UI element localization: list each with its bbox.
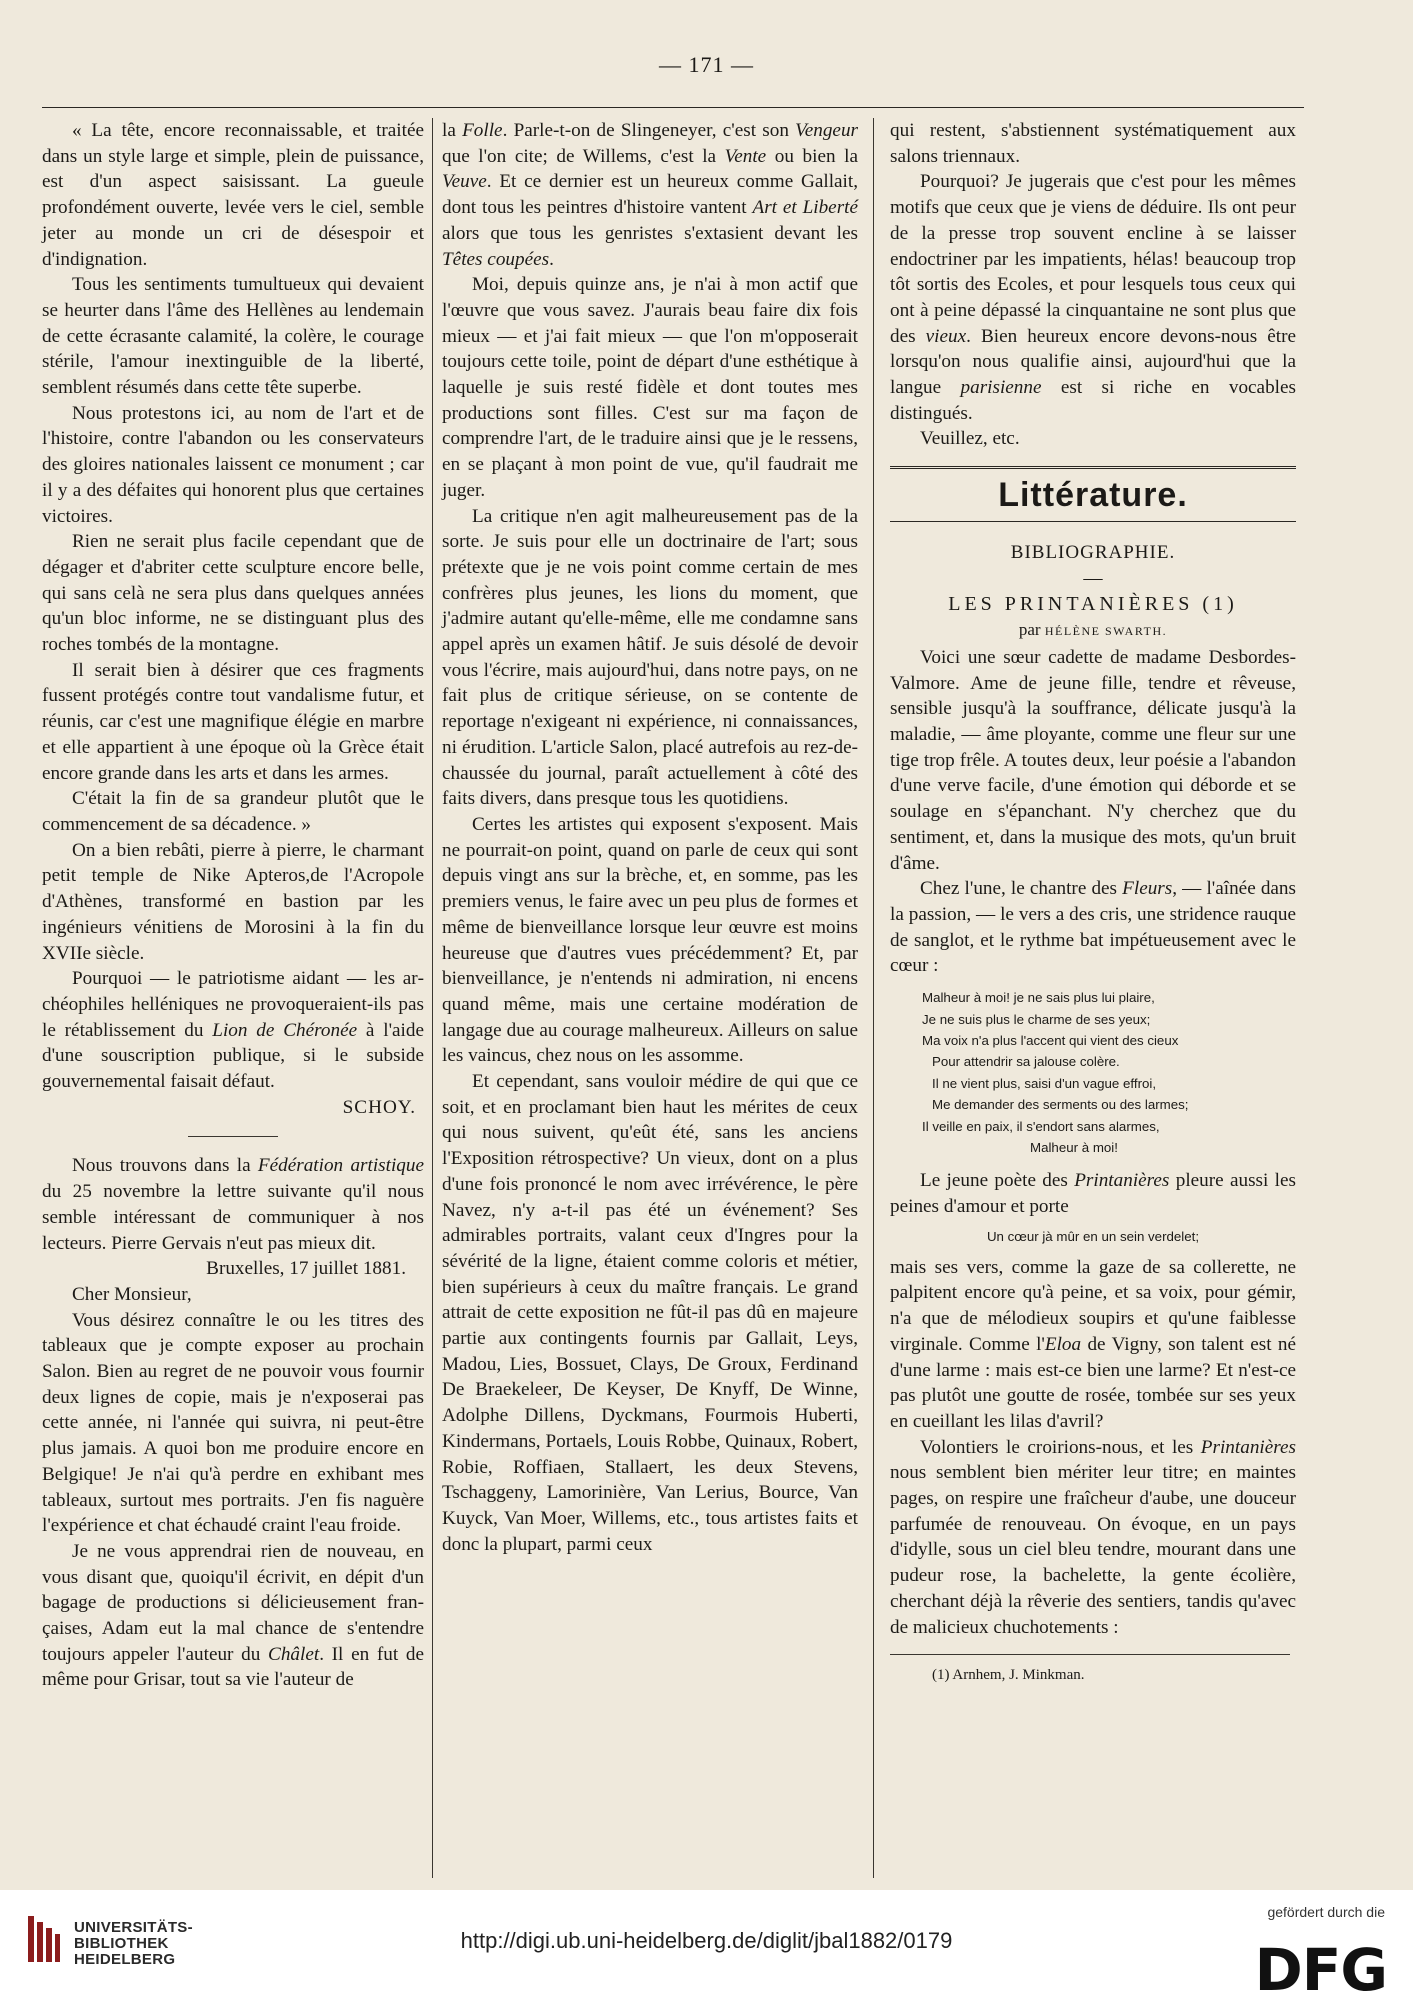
paragraph: Pourquoi — le patriotisme aidant — les archéophiles helléniques ne provoqueraient-ils pas le rétablissement du Lion de Chéronée à l'aide d'une souscription publique, si le subside gouvernemental faisait défaut. (42, 968, 424, 1093)
paragraph: qui restent, s'abstiennent systématiquement aux salons triennaux. (890, 120, 1296, 167)
letter-closing: Veuillez, etc. (920, 428, 1020, 450)
dash-separator: — (1083, 567, 1103, 589)
italic-title: Lion de Chéronée (212, 1019, 358, 1041)
paragraph: Certes les artistes qui exposent s'exposent. Mais ne pourrait-on point, quand on parle de ceux qui sont depuis vingt ans sur la brèche, et, en somme, pas les premiers venus, le faire avec un peu plus de formes et même de bienveillance lorsque leur œuvre est moins heureuse que d'autres vues précédemment? Et, par bienveillance, je n'entends ni admiration, ni encens quand même, mais une certaine modération de langage due au courage malheureux. Ailleurs on salue les vaincus, chez nous on les assomme. (442, 813, 858, 1067)
paragraph: Tous les sentiments tumultueux qui devaient se heurter dans l'âme des Hellènes au lendemain de cette écrasante calamité, la colère, le courage stérile, l'amour inextinguible de la liberté, semblent résumés dans cette tête superbe. (42, 274, 424, 399)
poem-quote (890, 987, 1296, 1158)
poem-line: Me demander des serments ou des larmes; (932, 1097, 1189, 1113)
section-title: Littérature. (998, 476, 1188, 515)
poem-line: Ma voix n'a plus l'accent qui vient des cieux (922, 1032, 1179, 1048)
paragraph: Pourquoi? Je jugerais que c'est pour les mêmes motifs que ceux que je viens de déduire. Ils ont peur de la presse trop souvent encline à se laisser endoctriner par les impatients, hélas! beaucoup trop tôt sortis des Ecoles, et pour lesquels tous ceux qui ont à peine dépassé la cinquantaine ne sont plus que des vieux. Bien heureux encore devons-nous être lorsqu'on nous qualifie ainsi, aujourd'hui que la langue parisienne est si riche en vocables distingués. (890, 171, 1297, 424)
poem-line: Il ne vient plus, saisi d'un vague effroi, (932, 1075, 1157, 1091)
page-number: — 171 — (659, 52, 754, 77)
poem-line: Malheur à moi! (1030, 1139, 1118, 1155)
paragraph: Moi, depuis quinze ans, je n'ai à mon actif que l'œuvre que vous savez. J'aurais beau faire dix fois mieux — et j'ai fait mieux — que l'on m'opposerait toujours cette toile, point de départ d'une esthétique à laquelle je suis resté fidèle et dont toutes mes productions sont filles. C'est sur ma façon de comprendre l'art, de le traduire ainsi que je le ressens, en se plaçant à mon point de vue, qu'il faudrait me juger. (442, 274, 858, 501)
section-rule-top (890, 466, 1296, 469)
paragraph: Et cependant, sans vouloir médire de qui que ce soit, et en proclamant bien haut les mérites de ceux qui nous suivent, qu'eût été, sans les anciens l'Exposition rétrospective? Un vieux, dont on a plus d'une fois prononcé le nom avec irrévérence, le père Navez, n'y a-t-il pas été un événement? Ses admirables portraits, valant ceux d'Ingres pour la sévérité de la ligne, étaient comme coloris et métier, bien supérieurs à ceux du maître français. Le grand attrait de cette exposition ne fût-il pas dû en majeure partie aux contingents fournis par Gallait, Leys, Madou, Lies, Bossuet, Clays, De Groux, Ferdinand De Braekeleer, De Keyser, De Knyff, De Winne, Adolphe Dillens, Dyckmans, Fourmois Huberti, Kindermans, Portaels, Louis Robbe, Quinaux, Robert, Robie, Roffiaen, Stallaert, les deux Stevens, Tschaggeny, Lamorinière, Van Lerius, Bource, Van Kuyck, Van Moer, Willems, etc., tous artistes faits et donc la plupart, parmi ceux (442, 1071, 858, 1555)
subsection-heading: BIBLIOGRAPHIE. (1010, 542, 1176, 564)
section-rule-bottom (890, 521, 1296, 522)
paragraph: Nous protestons ici, au nom de l'art et de l'histoire, contre l'abandon ou les conservateurs des gloires nationales laissent ce monument ; car il y a des défaites qui honorent plus que certaines victoires. (42, 402, 424, 527)
viewer-footer (0, 1890, 1413, 2016)
italic-title: Châlet (268, 1643, 320, 1665)
poem-line: Malheur à moi! je ne sais plus lui plaire, (922, 990, 1155, 1006)
signature: SCHOY. (342, 1096, 416, 1118)
paragraph: Chez l'une, le chantre des Fleurs, — l'aînée dans la passion, — le vers a des cris, une stridence rauque de sanglot, et le rythme bat impétueusement avec le cœur : (890, 878, 1296, 977)
paragraph: la Folle. Parle-t-on de Slingeneyer, c'est son Vengeur que l'on cite; de Willems, c'est la Vente ou bien la Veuve. Et ce dernier est un heureux comme Gallait, dont tous les peintres d'histoire vantent Art et Liberté alors que tous les genristes s'extasient devant les Têtes coupées. (442, 120, 859, 270)
paragraph: C'était la fin de sa grandeur plutôt que le commencement de sa décadence. » (42, 788, 424, 835)
paragraph: « La tête, encore reconnaissable, et traitée dans un style large et simple, plein de puissance, est d'un aspect saisissant. La gueule profondément ouverte, levée vers le ciel, semble jeter au monde un cri de désespoir et d'indignation. (42, 120, 424, 270)
funded-by-label: gefördert durch die (1267, 1904, 1385, 1920)
footnote: (1) Arnhem, J. Minkman. (932, 1667, 1085, 1684)
paragraph: Nous trouvons dans la Fédération artistique du 25 novembre la lettre suivante qu'il nous semble intéressant de communiquer à nos lecteurs. Pierre Gervais n'eut pas mieux dit. (42, 1155, 425, 1254)
letter-date: Bruxelles, 17 juillet 1881. (206, 1258, 406, 1280)
divider (188, 1136, 278, 1137)
poem-line: Il veille en paix, il s'endort sans alarmes, (922, 1118, 1160, 1134)
paragraph: Volontiers le croirions-nous, et les Printanières nous semblent bien mériter leur titre; en maintes pages, on respire une fraîcheur d'aube, une douceur parfumée de renouveau. On évoque, en un pays d'idylle, sous un ciel bleu tendre, mourant dans une pudeur rose, la bachelette, la gente écolière, cherchant déjà la rêverie des sentiers, tandis qu'avec de malicieux chuchotements : (890, 1436, 1296, 1638)
column-3 (890, 118, 1296, 1689)
paragraph: mais ses vers, comme la gaze de sa collerette, ne palpitent encore qu'à peine, et sa voix, pour gémir, n'a que de mélodieux soupirs et qu'une faiblesse virginale. Comme l'Eloa de Vigny, son talent est né d'une larme : mais est-ce bien une larme? Et n'est-ce pas plutôt une goutte de rosée, tombée sur ses yeux en cueillant les lilas d'avril? (890, 1256, 1296, 1432)
italic-title: Fédération artistique (257, 1155, 425, 1177)
paragraph: Je ne vous apprendrai rien de nouveau, en vous disant que, quoiqu'il écrivit, en dépit d'un bagage de productions si délicieusement françaises, Adam eut la mal chance de s'entendre toujours appeler l'auteur du Châlet. Il en fut de même pour Grisar, tout sa vie l'auteur de (42, 1540, 424, 1691)
column-1 (42, 118, 424, 1693)
paragraph: On a bien rebâti, pierre à pierre, le charmant petit temple de Nike Apteros,de l'Acropole d'Athènes, transformé en bastion par les ingénieurs vénitiens de Morosini à la fin du XVIIe siècle. (42, 839, 424, 964)
dfg-logo[interactable]: DFG (1254, 1936, 1387, 2004)
book-title: LES PRINTANIÈRES (1) (948, 592, 1238, 615)
paragraph: Vous désirez connaître le ou les titres des tableaux que je compte exposer au prochain Salon. Bien au regret de ne pouvoir vous fournir deux lignes de copie, mais je n'exposerai pas cette année, ni l'année qui suivra, ni peut-être plus jamais. A quoi bon me produire encore en Belgique! Je n'ai qu'à perdre en exhibant mes tableaux, surtout mes portraits. J'en fis naguère l'expérience et chat échaudé craint l'eau froide. (42, 1309, 424, 1537)
column-separator-2 (873, 118, 874, 1878)
header-rule (42, 107, 1304, 108)
book-author: par HÉLÈNE SWARTH. (1018, 620, 1168, 640)
column-2 (442, 118, 858, 1557)
poem-line: Un cœur jà mûr en un sein verdelet; (986, 1228, 1200, 1244)
paragraph: Il serait bien à désirer que ces fragments fussent protégés contre tout vandalisme futur, et réunis, car c'est une magnifique élégie en marbre et elle appartient à une époque où la Grèce était encore grande dans les arts et dans les armes. (42, 659, 424, 784)
paragraph: Le jeune poète des Printanières pleure aussi les peines d'amour et porte (890, 1170, 1296, 1218)
poem-line: Pour attendrir sa jalouse colère. (932, 1054, 1120, 1070)
paragraph: La critique n'en agit malheureusement pas de la sorte. Je suis pour elle un doctrinaire de l'art; sous prétexte que je ne vois point comme certain de mes confrères plus jeunes, les lions du moment, que j'admire autant qu'elle-même, elle me condamne sans appel après un examen hâtif. Je suis désolé de devoir vous l'écrire, mais aujourd'hui, dans notre pays, on ne fait plus de critique sérieuse, on se contente de reportage n'exigeant ni expérience, ni connaissances, ni érudition. L'article Salon, placé autrefois au rez-de-chaussée du journal, paraît actuellement à côté des faits divers, dans presque tous les quotidiens. (442, 505, 858, 810)
poem-line: Je ne suis plus le charme de ses yeux; (922, 1011, 1151, 1027)
permalink-url[interactable]: http://digi.ub.uni-heidelberg.de/diglit/jbal1882/0179 (460, 1928, 953, 1953)
paragraph: Rien ne serait plus facile cependant que de dégager et d'abriter cette sculpture encore belle, qui sans celà ne sera plus dans quelques années qu'un bloc informe, ne se distinguant plus des roches tombés de la montagne. (42, 531, 424, 656)
paragraph: Voici une sœur cadette de madame Desbordes-Valmore. Ame de jeune fille, tendre et rêveuse, sensible jusqu'à la souffrance, délicate jusqu'à la maladie, — âme ployante, comme une fleur sur une tige trop frêle. A toutes deux, leur poésie a l'abandon d'une verve facile, d'une émotion qui déborde et se soulage en s'épanchant. N'y cherchez que du sentiment, et, dans la musique des mots, qu'un bruit d'âme. (890, 646, 1296, 874)
library-name[interactable]: UNIVERSITÄTS- BIBLIOTHEK HEIDELBERG (74, 1919, 193, 1968)
column-separator-1 (432, 118, 433, 1878)
footnote-rule (890, 1654, 1290, 1655)
letter-salutation: Cher Monsieur, (72, 1283, 192, 1305)
